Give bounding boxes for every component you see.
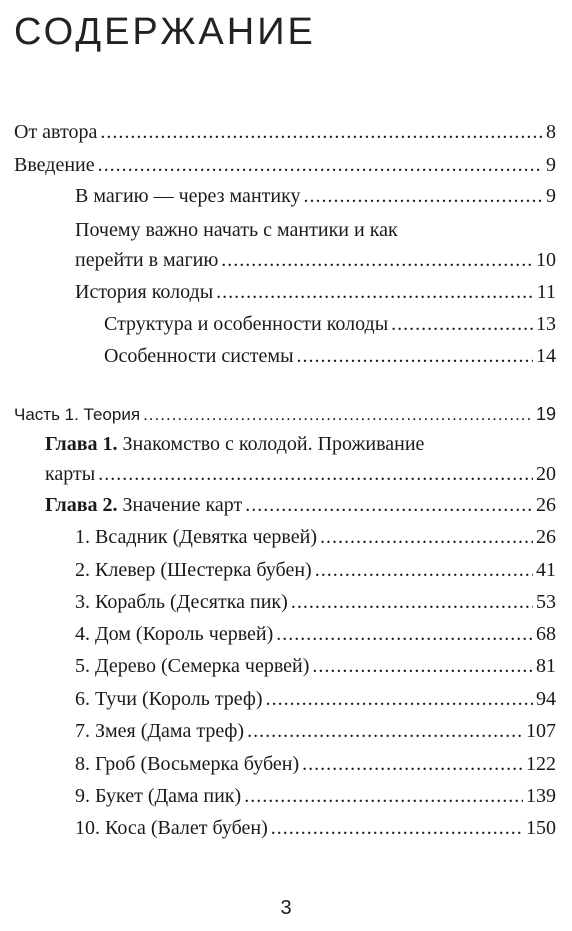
toc-page-number: 13 [536,313,556,335]
toc-entry-card-1[interactable] [75,522,556,553]
toc-page-number: 53 [536,591,556,613]
dot-leader [266,684,533,715]
toc-entry-label: От автора [14,121,98,143]
toc-entry-label: 5. Дерево (Семерка червей) [75,655,310,677]
dot-leader [244,781,523,812]
toc-entry-chapter-1-line1[interactable] [45,429,424,460]
toc-entry-why-mantic-line1[interactable]: Почему важно начать с мантики и как [75,219,398,241]
dot-leader [221,245,533,276]
dot-leader [312,651,533,682]
toc-entry-label: Значение карт [122,494,243,516]
toc-entry-card-9[interactable] [75,781,556,812]
toc-entry-label: 2. Клевер (Шестерка бубен) [75,559,312,581]
toc-entry-card-10[interactable] [75,813,556,844]
toc-page-number: 26 [536,494,556,516]
chapter-prefix: Глава 2. [45,494,118,516]
toc-entry-card-7[interactable] [75,716,556,747]
dot-leader [143,399,533,430]
toc-page-number: 9 [546,185,556,207]
toc-entry-deck-history[interactable] [75,277,556,308]
toc-page-number: 107 [526,720,556,742]
toc-entry-label: 8. Гроб (Восьмерка бубен) [75,753,300,775]
toc-entry-label: Структура и особенности колоды [104,313,389,335]
toc-page-number: 11 [536,281,556,303]
toc-page-number: 41 [536,559,556,581]
dot-leader [98,150,543,181]
dot-leader [391,309,533,340]
toc-entry-card-8[interactable] [75,749,556,780]
toc-entry-label: 9. Букет (Дама пик) [75,785,242,807]
dot-leader [247,716,523,747]
toc-entry-card-3[interactable] [75,587,556,618]
toc-entry-into-magic[interactable] [75,181,556,212]
dot-leader [100,117,543,148]
toc-entry-label: 6. Тучи (Король треф) [75,688,263,710]
toc-entry-card-2[interactable] [75,555,556,586]
toc-entry-card-6[interactable] [75,684,556,715]
toc-entry-label: 4. Дом (Король червей) [75,623,274,645]
toc-page-number: 94 [536,688,556,710]
toc-entry-why-mantic[interactable] [75,245,556,276]
toc-entry-label: Введение [14,154,95,176]
toc-entry-label: История колоды [75,281,214,303]
chapter-prefix: Глава 1. [45,433,118,455]
dot-leader [320,522,533,553]
toc-entry-card-5[interactable] [75,651,556,682]
toc-entry-label: перейти в магию [75,249,219,271]
dot-leader [291,587,533,618]
toc-page-number: 26 [536,526,556,548]
toc-entry-author-preface[interactable] [14,117,556,148]
toc-entry-label-wrap [45,490,242,521]
toc-entry-label: Знакомство с колодой. Проживание [122,433,425,455]
toc-page-number: 122 [526,753,556,775]
toc-entry-introduction[interactable] [14,150,556,181]
dot-leader [315,555,533,586]
dot-leader [302,749,523,780]
toc-entry-label: 7. Змея (Дама треф) [75,720,245,742]
toc-page-number: 8 [546,121,556,143]
page-number: 3 [280,897,292,919]
toc-page-number: 19 [535,404,556,424]
toc-page-number: 81 [536,655,556,677]
toc-entry-label: 10. Коса (Валет бубен) [75,817,268,839]
toc-page-number: 10 [536,249,556,271]
toc-page-number: 139 [526,785,556,807]
toc-page-number: 9 [546,154,556,176]
toc-entry-label: Особенности системы [104,345,294,367]
toc-entry-deck-structure[interactable] [104,309,556,340]
toc-entry-label: Часть 1. Теория [14,405,141,424]
dot-leader [297,341,533,372]
toc-entry-label: карты [45,463,96,485]
toc-entry-chapter-2[interactable] [45,490,556,521]
toc-entry-label: 1. Всадник (Девятка червей) [75,526,317,548]
dot-leader [276,619,533,650]
toc-page-number: 150 [526,817,556,839]
toc-page-number: 14 [536,345,556,367]
dot-leader [216,277,534,308]
dot-leader [245,490,533,521]
toc-entry-part-1[interactable] [14,399,556,430]
dot-leader [98,459,533,490]
toc-entry-label: 3. Корабль (Десятка пик) [75,591,288,613]
toc-entry-chapter-1[interactable] [45,459,556,490]
toc-entry-system-features[interactable] [104,341,556,372]
toc-page-number: 68 [536,623,556,645]
toc-entry-label: В магию — через мантику [75,185,301,207]
toc-entry-card-4[interactable] [75,619,556,650]
dot-leader [271,813,523,844]
toc-page-number: 20 [536,463,556,485]
page-title: СОДЕРЖАНИЕ [14,11,316,53]
dot-leader [304,181,543,212]
